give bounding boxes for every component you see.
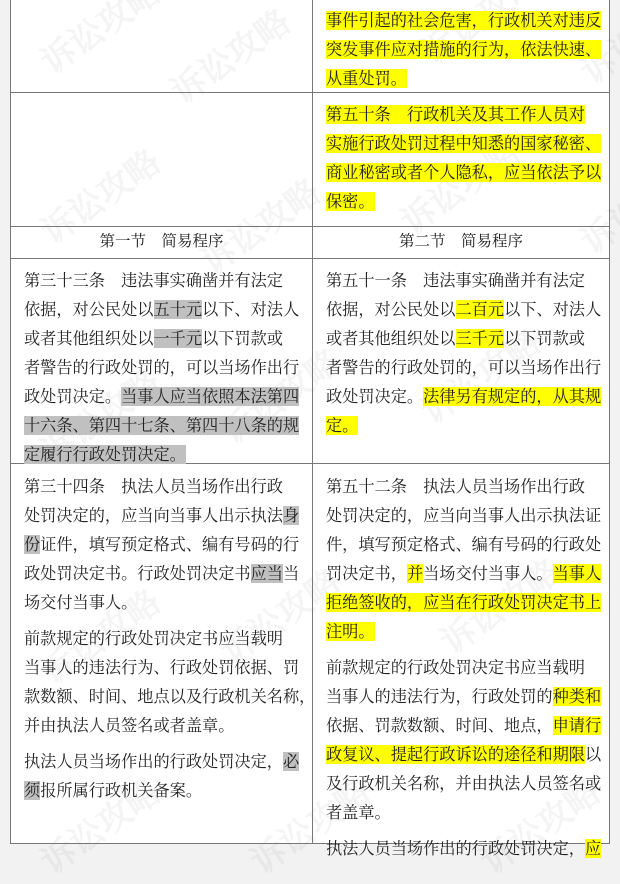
section-title: 第一节 简易程序 bbox=[99, 232, 224, 250]
text-segment: 第五十一条 违法事实确凿并有法定 bbox=[326, 271, 585, 290]
removed-text-highlight: 定履行行政处罚决定。 bbox=[24, 445, 186, 464]
added-text-highlight: 保密。 bbox=[326, 192, 375, 211]
text-line bbox=[326, 411, 601, 440]
text-line bbox=[326, 35, 601, 64]
text-segment: 款数额、时间、地点以及行政机关名称， bbox=[24, 687, 316, 706]
added-text-highlight: 三千元 bbox=[455, 329, 505, 348]
text-segment: 政处罚决定书。行政处罚决定书 bbox=[24, 564, 251, 583]
text-line bbox=[326, 653, 601, 682]
text-segment: 当事人的违法行为、行政处罚依据、罚 bbox=[24, 658, 300, 677]
text-line bbox=[24, 530, 315, 559]
text-segment: 以下、对法人 bbox=[202, 300, 300, 319]
text-line bbox=[24, 776, 315, 805]
text-line bbox=[326, 682, 601, 711]
new-law-cell bbox=[313, 0, 609, 92]
text-line bbox=[24, 501, 315, 530]
text-segment: 证件，填写预定格式、编有号码的行 bbox=[40, 535, 300, 554]
text-line bbox=[24, 382, 299, 411]
text-line bbox=[326, 740, 601, 769]
removed-text-highlight: 当事人应当依照本法第四 bbox=[121, 387, 300, 406]
text-line bbox=[326, 100, 601, 129]
text-line bbox=[326, 129, 601, 158]
removed-text-highlight: 身 bbox=[283, 506, 300, 525]
new-law-cell bbox=[313, 226, 609, 258]
text-line bbox=[326, 64, 601, 93]
text-line bbox=[326, 382, 601, 411]
text-line bbox=[326, 472, 601, 501]
text-segment: 并由执法人员签名或者盖章。 bbox=[24, 716, 235, 735]
text-segment: 依据，对公民处以 bbox=[24, 300, 154, 319]
added-text-highlight: 法律另有规定的，从其规 bbox=[423, 387, 602, 406]
text-segment: 以下、对法人 bbox=[504, 300, 602, 319]
text-line bbox=[326, 834, 601, 863]
added-text-highlight: 突发事件应对措施的行为，依法快速、 bbox=[326, 40, 602, 59]
section-title: 第二节 简易程序 bbox=[398, 232, 523, 250]
section-header-row bbox=[11, 226, 609, 259]
paragraph bbox=[24, 266, 299, 469]
added-text-highlight: 实施行政处罚过程中知悉的国家秘密、 bbox=[326, 134, 602, 153]
text-line bbox=[326, 187, 601, 216]
text-line bbox=[326, 295, 601, 324]
old-law-cell bbox=[11, 92, 313, 226]
text-line bbox=[24, 653, 315, 682]
added-text-highlight: 事件引起的社会危害，行政机关对违反 bbox=[326, 11, 602, 30]
text-segment: 当事人的违法行为，行政处罚的 bbox=[326, 687, 553, 706]
added-text-highlight: 第五十条 行政机关及其工作人员对 bbox=[326, 105, 585, 124]
paragraph bbox=[326, 100, 601, 216]
removed-text-highlight: 一千元 bbox=[153, 329, 203, 348]
text-segment: 第三十四条 执法人员当场作出行政 bbox=[24, 477, 283, 496]
text-segment: 或者其他组织处以 bbox=[326, 329, 456, 348]
paragraph bbox=[326, 653, 601, 827]
removed-text-highlight: 份 bbox=[24, 535, 41, 554]
text-line bbox=[24, 266, 299, 295]
paragraph bbox=[24, 472, 315, 617]
article-row bbox=[11, 463, 609, 858]
paragraph bbox=[326, 6, 601, 93]
text-segment: 前款规定的行政处罚决定书应当载明 bbox=[24, 629, 283, 648]
paragraph bbox=[24, 624, 315, 740]
text-segment: 第三十三条 违法事实确凿并有法定 bbox=[24, 271, 283, 290]
added-text-highlight: 政复议、提起行政诉讼的途径和期限 bbox=[326, 745, 585, 764]
text-line bbox=[326, 158, 601, 187]
text-line bbox=[24, 411, 299, 440]
text-line bbox=[326, 711, 601, 740]
removed-text-highlight: 须 bbox=[24, 781, 41, 800]
text-segment: 以下罚款或 bbox=[504, 329, 585, 348]
added-text-highlight: 注明。 bbox=[326, 622, 375, 641]
text-segment: 者警告的行政处罚的，可以当场作出行 bbox=[326, 358, 602, 377]
removed-text-highlight: 必 bbox=[283, 752, 300, 771]
text-segment: 或者其他组织处以 bbox=[24, 329, 154, 348]
paragraph bbox=[326, 472, 601, 646]
article-row bbox=[11, 258, 609, 464]
text-segment: 以下罚款或 bbox=[202, 329, 283, 348]
old-law-cell bbox=[11, 0, 313, 92]
added-text-highlight: 并 bbox=[406, 564, 424, 583]
text-line bbox=[326, 559, 601, 588]
text-line bbox=[24, 472, 315, 501]
text-segment: 第五十二条 执法人员当场作出行政 bbox=[326, 477, 585, 496]
removed-text-highlight: 十六条、第四十七条、第四十八条的规 bbox=[24, 416, 300, 435]
text-segment: 处罚决定的，应当向当事人出示执法证 bbox=[326, 506, 602, 525]
text-segment: 件，填写预定格式、编有号码的行政处 bbox=[326, 535, 602, 554]
text-line bbox=[24, 324, 299, 353]
added-text-highlight: 拒绝签收的，应当在行政处罚决定书上 bbox=[326, 593, 602, 612]
text-segment: 前款规定的行政处罚决定书应当载明 bbox=[326, 658, 585, 677]
text-line bbox=[326, 588, 601, 617]
text-segment: 处罚决定的，应当向当事人出示执法 bbox=[24, 506, 283, 525]
old-law-cell bbox=[11, 226, 313, 258]
paragraph bbox=[326, 834, 601, 863]
text-line bbox=[24, 559, 315, 588]
text-segment: 及行政机关名称，并由执法人员签名或 bbox=[326, 774, 602, 793]
article-row bbox=[11, 92, 609, 227]
added-text-highlight: 应 bbox=[585, 839, 602, 858]
text-line bbox=[24, 624, 315, 653]
text-line bbox=[326, 798, 601, 827]
added-text-highlight: 从重处罚。 bbox=[326, 69, 407, 88]
paragraph bbox=[326, 266, 601, 440]
text-segment: 依据、罚款数额、时间、地点， bbox=[326, 716, 553, 735]
text-line bbox=[24, 682, 315, 711]
added-text-highlight: 申请行 bbox=[552, 716, 602, 735]
text-line bbox=[326, 769, 601, 798]
text-segment: 执法人员当场作出的行政处罚决定， bbox=[326, 839, 585, 858]
text-line bbox=[24, 588, 315, 617]
text-line bbox=[326, 530, 601, 559]
text-segment: 者警告的行政处罚的，可以当场作出行 bbox=[24, 358, 300, 377]
text-segment: 者盖章。 bbox=[326, 803, 391, 822]
new-law-cell bbox=[313, 463, 609, 858]
removed-text-highlight: 五十元 bbox=[153, 300, 203, 319]
text-segment: 政处罚决定。 bbox=[24, 387, 122, 406]
paragraph bbox=[24, 747, 315, 805]
text-segment: 政处罚决定。 bbox=[326, 387, 424, 406]
text-segment: 报所属行政机关备案。 bbox=[40, 781, 203, 800]
text-line bbox=[24, 295, 299, 324]
added-text-highlight: 当事人 bbox=[552, 564, 602, 583]
added-text-highlight: 定。 bbox=[326, 416, 359, 435]
new-law-cell bbox=[313, 258, 609, 463]
old-law-cell bbox=[11, 258, 313, 463]
text-line bbox=[24, 353, 299, 382]
added-text-highlight: 种类和 bbox=[552, 687, 602, 706]
text-line bbox=[24, 747, 315, 776]
text-line bbox=[326, 324, 601, 353]
text-line bbox=[326, 353, 601, 382]
article-row bbox=[11, 0, 609, 93]
text-line bbox=[24, 711, 315, 740]
comparison-table bbox=[10, 0, 610, 858]
removed-text-highlight: 应当 bbox=[250, 564, 283, 583]
old-law-cell bbox=[11, 463, 316, 843]
text-segment: 当场交付当事人。 bbox=[423, 564, 553, 583]
new-law-cell bbox=[313, 92, 609, 226]
added-text-highlight: 商业秘密或者个人隐私，应当依法予以 bbox=[326, 163, 602, 182]
added-text-highlight: 二百元 bbox=[455, 300, 505, 319]
text-segment: 当 bbox=[283, 564, 300, 583]
text-segment: 场交付当事人。 bbox=[24, 593, 138, 612]
text-segment: 罚决定书， bbox=[326, 564, 407, 583]
text-segment: 以 bbox=[585, 745, 602, 764]
text-line bbox=[326, 617, 601, 646]
text-line bbox=[326, 501, 601, 530]
text-segment: 依据，对公民处以 bbox=[326, 300, 456, 319]
text-line bbox=[326, 266, 601, 295]
text-segment: 执法人员当场作出的行政处罚决定， bbox=[24, 752, 283, 771]
text-line bbox=[326, 6, 601, 35]
